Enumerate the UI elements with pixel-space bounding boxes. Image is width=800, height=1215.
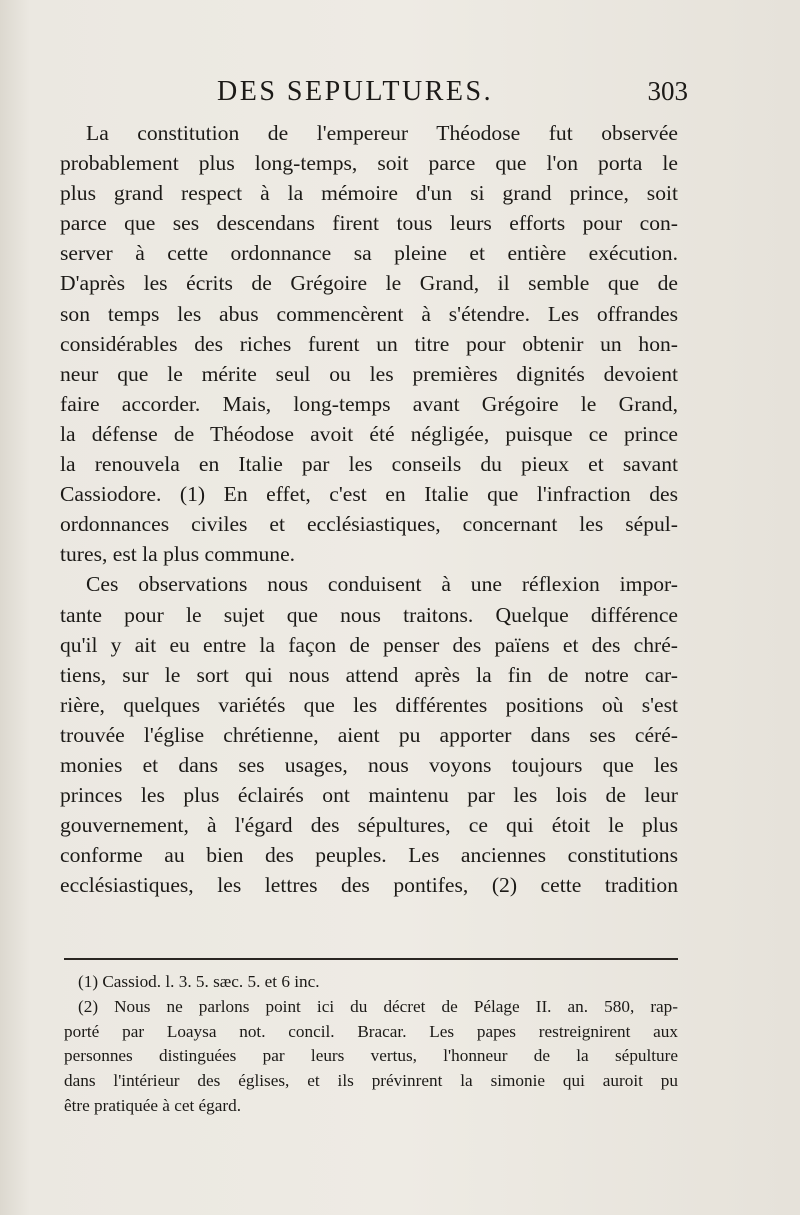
text-line: ordonnances civiles et ecclésiastiques, concernant les sépul- [60, 512, 678, 537]
text-line: conforme au bien des peuples. Les anciennes constitutions [60, 843, 678, 868]
page-number: 303 [647, 76, 688, 106]
text-line: trouvée l'église chrétienne, aient pu apporter dans ses céré- [60, 722, 678, 747]
text-line: tante pour le sujet que nous traitons. Quelque différence [60, 602, 678, 627]
footnote-line: (2) Nous ne parlons point ici du décret de Pélage II. an. 580, rap- [78, 996, 678, 1016]
text-line: son temps les abus commencèrent à s'étendre. Les offrandes [60, 301, 678, 326]
text-line: probablement plus long-temps, soit parce que l'on porta le [60, 151, 678, 176]
footnote-line: être pratiquée à cet égard. [64, 1095, 242, 1115]
footnote-line: personnes distinguées par leurs vertus, l'honneur de la sépulture [64, 1046, 678, 1066]
text-line: La constitution de l'empereur Théodose fut observée [86, 121, 678, 145]
text-line: server à cette ordonnance sa pleine et entière exécution. [60, 241, 678, 266]
text-line: qu'il y ait eu entre la façon de penser des païens et des chré- [60, 632, 678, 657]
footnote-line: dans l'intérieur des églises, et ils prévinrent la simonie qui auroit pu [64, 1071, 678, 1091]
text-line: D'après les écrits de Grégoire le Grand, il semble que de [60, 271, 678, 296]
text-line: faire accorder. Mais, long-temps avant Grégoire le Grand, [60, 391, 678, 416]
body-text [60, 118, 678, 900]
text-line: rière, quelques variétés que les différentes positions où s'est [60, 692, 678, 717]
text-line: gouvernement, à l'égard des sépultures, ce qui étoit le plus [60, 813, 678, 838]
text-line: princes les plus éclairés ont maintenu par les lois de leur [60, 783, 678, 808]
text-line: la renouvela en Italie par les conseils du pieux et savant [60, 452, 678, 477]
text-line: neur que le mérite seul ou les premières dignités devoient [60, 361, 678, 386]
text-line: ecclésiastiques, les lettres des pontifes, (2) cette tradition [60, 873, 678, 898]
text-line: tiens, sur le sort qui nous attend après la fin de notre car- [60, 662, 678, 687]
text-line: la défense de Théodose avoit été négligée, puisque ce prince [60, 421, 678, 446]
text-line: plus grand respect à la mémoire d'un si grand prince, soit [60, 181, 678, 206]
text-line: monies et dans ses usages, nous voyons toujours que les [60, 752, 678, 777]
text-line: parce que ses descendans firent tous leurs efforts pour con- [60, 211, 678, 236]
running-title: DES SEPULTURES. [217, 76, 494, 107]
footnote-line: (1) Cassiod. l. 3. 5. sæc. 5. et 6 inc. [78, 972, 320, 991]
text-line: Cassiodore. (1) En effet, c'est en Italie que l'infraction des [60, 482, 678, 507]
footnote-divider [64, 958, 678, 960]
footnotes [64, 970, 678, 1119]
footnote-line: porté par Loaysa not. concil. Bracar. Les papes restreignirent aux [64, 1021, 678, 1041]
text-line: Ces observations nous conduisent à une réflexion impor- [86, 572, 678, 597]
text-line: tures, est la plus commune. [60, 542, 296, 567]
page-header [60, 72, 688, 112]
text-line: considérables des riches furent un titre pour obtenir un hon- [60, 331, 678, 356]
